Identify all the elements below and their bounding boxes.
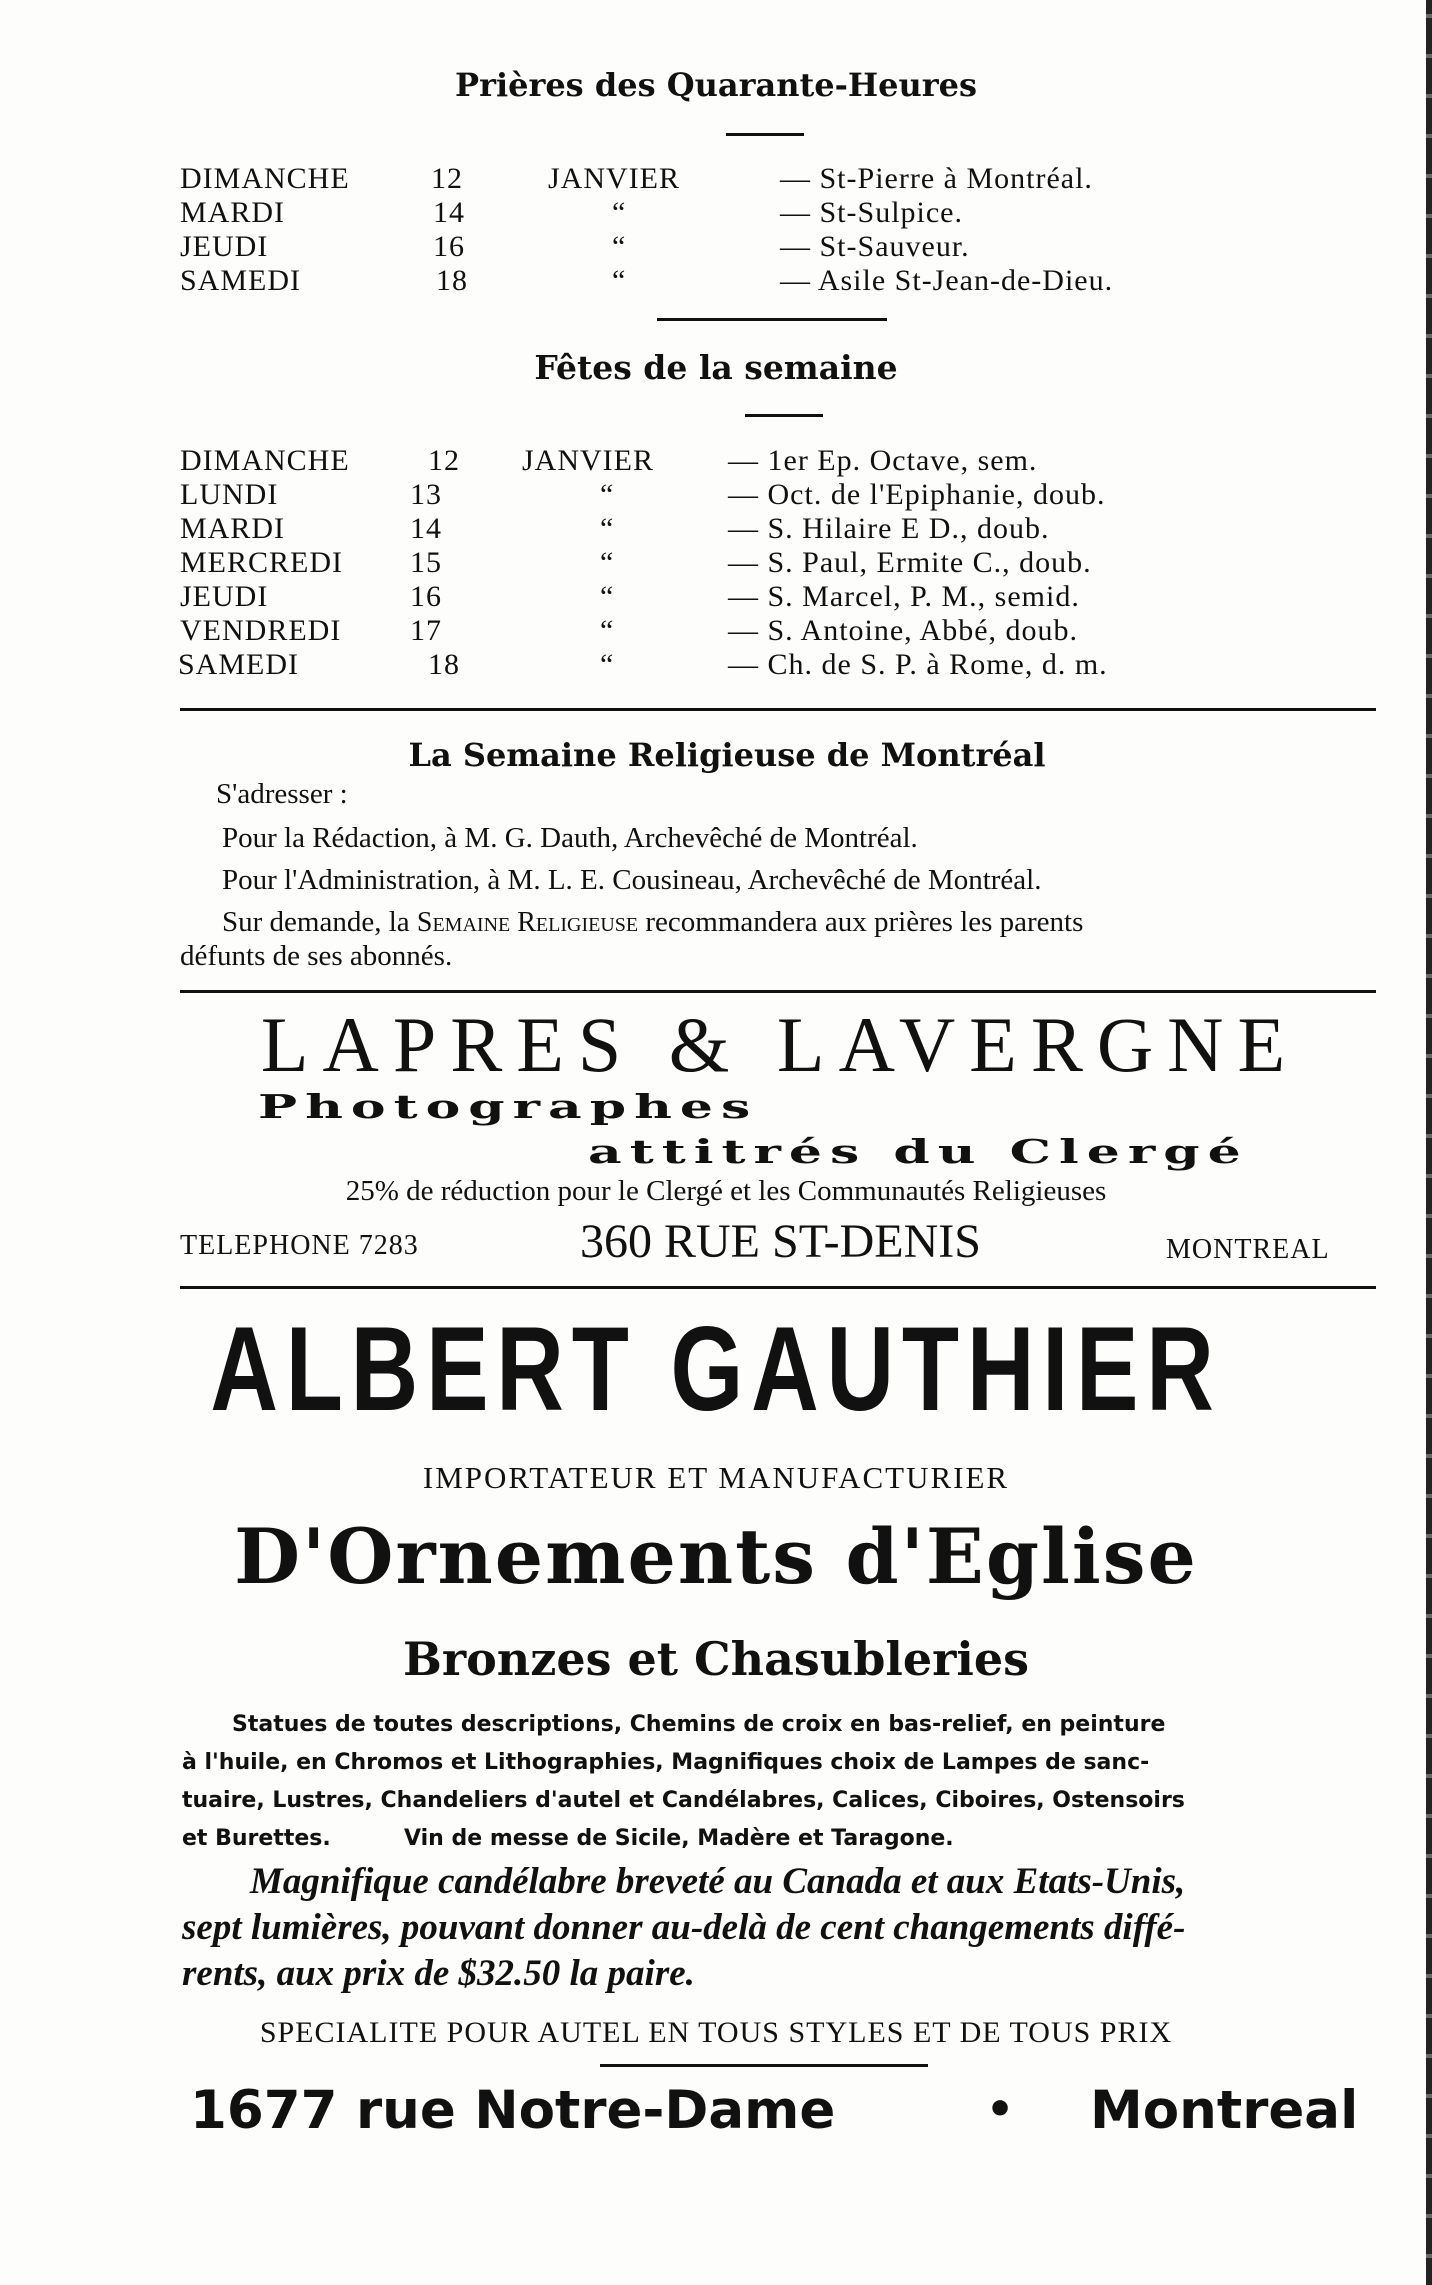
day-cell: MARDI: [180, 512, 286, 545]
notice-line: [222, 906, 1083, 939]
feast-cell: — Ch. de S. P. à Rome, d. m.: [728, 648, 1108, 681]
date-cell: 16: [410, 580, 442, 613]
italic-line: rents, aux prix de $32.50 la paire.: [182, 1953, 695, 1994]
street-address: 360 RUE ST-DENIS: [580, 1215, 981, 1268]
address-line: Pour l'Administration, à M. L. E. Cousineau, Archevêché de Montréal.: [222, 864, 1042, 896]
table-row: [0, 230, 1400, 264]
description-line: Statues de toutes descriptions, Chemins de croix en bas-relief, en peinture: [232, 1712, 1166, 1737]
feast-cell: — S. Paul, Ermite C., doub.: [728, 546, 1092, 579]
day-cell: DIMANCHE: [180, 162, 350, 195]
month-cell: JANVIER: [548, 162, 680, 195]
feast-cell: — S. Antoine, Abbé, doub.: [728, 614, 1079, 647]
ornaments-heading: D'Ornements d'Eglise: [234, 1512, 1198, 1601]
divider: [657, 318, 887, 321]
divider: [600, 2064, 928, 2067]
divider: [745, 414, 823, 417]
table-row: [0, 264, 1400, 298]
day-cell: DIMANCHE: [180, 444, 350, 477]
prayers-title: Prières des Quarante-Heures: [455, 66, 977, 104]
date-cell: 14: [433, 196, 465, 229]
advertiser-name: ALBERT GAUTHIER: [210, 1302, 1222, 1436]
day-cell: LUNDI: [180, 478, 279, 511]
description-line: et Burettes.: [182, 1826, 331, 1851]
feast-cell: — S. Hilaire E D., doub.: [728, 512, 1050, 545]
notice-text: recommandera aux prières les parents: [638, 906, 1084, 938]
day-cell: SAMEDI: [180, 264, 302, 297]
divider: [180, 990, 1376, 993]
city: MONTREAL: [1166, 1234, 1330, 1265]
address-line: Pour la Rédaction, à M. G. Dauth, Archevêché de Montréal.: [222, 822, 918, 854]
discount-text: 25% de réduction pour le Clergé et les Communautés Religieuses: [345, 1175, 1107, 1207]
description-line: tuaire, Lustres, Chandeliers d'autel et Candélabres, Calices, Ciboires, Ostensoirs: [182, 1788, 1185, 1813]
table-row: [0, 614, 1400, 648]
place-cell: — St-Sulpice.: [780, 196, 963, 229]
italic-line: sept lumières, pouvant donner au-delà de cent changements diffé-: [182, 1907, 1186, 1948]
feast-cell: — 1er Ep. Octave, sem.: [728, 444, 1038, 477]
feast-cell: — Oct. de l'Epiphanie, doub.: [728, 478, 1106, 511]
description-line: Vin de messe de Sicile, Madère et Taragone.: [404, 1826, 954, 1851]
divider: [726, 133, 804, 136]
date-cell: 12: [428, 444, 460, 477]
month-cell: “: [612, 230, 627, 263]
month-cell: JANVIER: [522, 444, 654, 477]
divider: [180, 1286, 1376, 1289]
day-cell: VENDREDI: [180, 614, 342, 647]
feasts-title: Fêtes de la semaine: [534, 348, 898, 387]
specialty-line: SPECIALITE POUR AUTEL EN TOUS STYLES ET DE TOUS PRIX: [259, 2016, 1173, 2049]
month-cell: “: [600, 614, 615, 647]
table-row: [0, 546, 1400, 580]
address-label: S'adresser :: [216, 778, 348, 810]
address-separator: •: [986, 2084, 1015, 2135]
month-cell: “: [600, 580, 615, 613]
date-cell: 16: [433, 230, 465, 263]
table-row: [0, 580, 1400, 614]
day-cell: JEUDI: [180, 580, 269, 613]
divider: [180, 708, 1376, 711]
place-cell: — St-Pierre à Montréal.: [780, 162, 1093, 195]
day-cell: JEUDI: [180, 230, 269, 263]
table-row: [0, 512, 1400, 546]
italic-line: Magnifique candélabre breveté au Canada et aux Etats-Unis,: [250, 1861, 1186, 1902]
date-cell: 15: [410, 546, 442, 579]
month-cell: “: [600, 478, 615, 511]
shop-city: Montreal: [1090, 2080, 1359, 2141]
place-cell: — St-Sauveur.: [780, 230, 970, 263]
day-cell: MARDI: [180, 196, 286, 229]
month-cell: “: [600, 512, 615, 545]
advertiser-name: LAPRES & LAVERGNE: [260, 1001, 1300, 1088]
table-row: [0, 444, 1400, 478]
date-cell: 17: [410, 614, 442, 647]
telephone: TELEPHONE 7283: [180, 1230, 419, 1261]
month-cell: “: [612, 264, 627, 297]
day-cell: MERCREDI: [180, 546, 344, 579]
clergy-line: attitrés du Clergé: [588, 1133, 1249, 1171]
date-cell: 12: [431, 162, 463, 195]
table-row: [0, 648, 1400, 682]
publication-name: Semaine Religieuse: [416, 907, 639, 938]
month-cell: “: [600, 546, 615, 579]
date-cell: 13: [410, 478, 442, 511]
notice-line: défunts de ses abonnés.: [180, 940, 453, 972]
day-cell: SAMEDI: [178, 648, 300, 681]
date-cell: 14: [410, 512, 442, 545]
advertiser-subtitle: IMPORTATEUR ET MANUFACTURIER: [422, 1460, 1010, 1495]
semaine-title: La Semaine Religieuse de Montréal: [408, 736, 1046, 774]
shop-address: 1677 rue Notre-Dame: [190, 2080, 836, 2141]
table-row: [0, 196, 1400, 230]
page-edge: [1426, 0, 1432, 2285]
month-cell: “: [612, 196, 627, 229]
notice-text: Sur demande, la: [222, 906, 417, 938]
month-cell: “: [600, 648, 615, 681]
table-row: [0, 478, 1400, 512]
description-line: à l'huile, en Chromos et Lithographies, Magnifiques choix de Lampes de sanc-: [182, 1750, 1150, 1775]
date-cell: 18: [436, 264, 468, 297]
photographers-line: Photographes: [258, 1088, 759, 1126]
feast-cell: — S. Marcel, P. M., semid.: [728, 580, 1080, 613]
table-row: [0, 162, 1400, 196]
bronzes-heading: Bronzes et Chasubleries: [402, 1632, 1030, 1686]
place-cell: — Asile St-Jean-de-Dieu.: [780, 264, 1114, 297]
date-cell: 18: [428, 648, 460, 681]
